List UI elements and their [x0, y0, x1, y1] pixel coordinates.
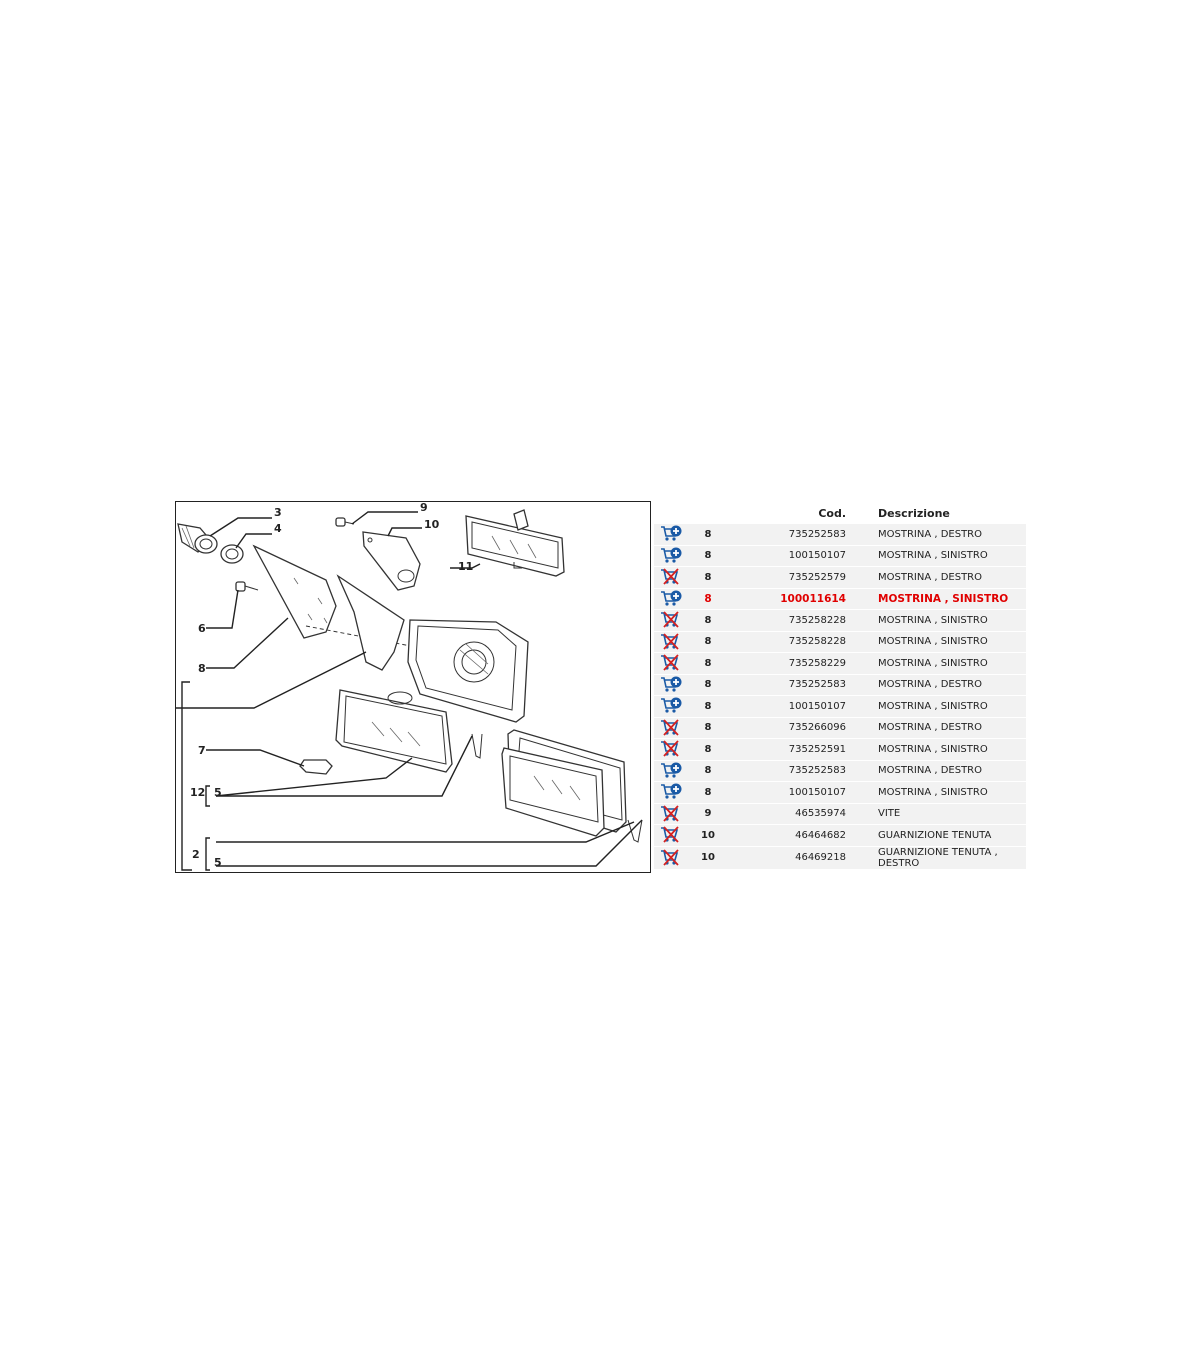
row-code: 735258228 [728, 632, 864, 653]
table-row [654, 761, 1026, 782]
row-ref: 8 [688, 675, 728, 696]
header-cod: Cod. [818, 506, 846, 520]
table-row [654, 567, 1026, 588]
part-pad-7 [300, 760, 332, 774]
row-description: MOSTRINA , SINISTRO [864, 632, 1026, 653]
row-description: MOSTRINA , DESTRO [864, 718, 1026, 739]
row-ref: 8 [688, 546, 728, 567]
row-code: 46535974 [728, 804, 864, 825]
callout-7: 7 [198, 744, 206, 757]
cart-unavailable-icon[interactable] [660, 826, 682, 844]
cart-add-icon[interactable] [660, 590, 682, 608]
row-description: MOSTRINA , DESTRO [864, 761, 1026, 782]
row-ref: 8 [688, 782, 728, 803]
table-row [654, 610, 1026, 631]
table-row [654, 825, 1026, 846]
row-ref: 8 [688, 567, 728, 588]
cart-unavailable-icon[interactable] [660, 568, 682, 586]
row-code: 735252579 [728, 567, 864, 588]
cart-unavailable-icon[interactable] [660, 611, 682, 629]
row-ref: 8 [688, 524, 728, 545]
callout-12: 12 [190, 786, 206, 799]
cart-add-icon[interactable] [660, 783, 682, 801]
row-ref: 8 [688, 632, 728, 653]
callout-4: 4 [274, 522, 282, 535]
header-icon [654, 503, 688, 523]
parts-table [654, 502, 1026, 870]
callout-10: 10 [424, 518, 440, 531]
row-ref: 8 [688, 739, 728, 760]
part-interior-mirror-11 [466, 510, 564, 576]
row-ref: 10 [688, 825, 728, 846]
row-code: 46464682 [728, 825, 864, 846]
row-description: MOSTRINA , SINISTRO [864, 696, 1026, 717]
row-ref: 8 [688, 653, 728, 674]
table-row [654, 675, 1026, 696]
cart-unavailable-icon[interactable] [660, 740, 682, 758]
row-ref: 8 [688, 696, 728, 717]
header-descrizione: Descrizione [878, 506, 950, 520]
cart-add-icon[interactable] [660, 547, 682, 565]
row-description: MOSTRINA , DESTRO [864, 567, 1026, 588]
table-row [654, 632, 1026, 653]
parts-list [654, 502, 1026, 870]
cart-unavailable-icon[interactable] [660, 633, 682, 651]
table-row [654, 847, 1026, 869]
part-mirror-glass-assembly [502, 730, 642, 842]
row-description: GUARNIZIONE TENUTA , DESTRO [864, 847, 1026, 869]
callout-5b: 5 [214, 856, 222, 869]
row-description: MOSTRINA , DESTRO [864, 675, 1026, 696]
row-description: VITE [864, 804, 1026, 825]
row-code: 735252583 [728, 524, 864, 545]
row-ref: 9 [688, 804, 728, 825]
row-code: 735258229 [728, 653, 864, 674]
table-row [654, 782, 1026, 803]
row-description: GUARNIZIONE TENUTA [864, 825, 1026, 846]
table-row-highlighted [654, 589, 1026, 610]
row-ref: 10 [688, 847, 728, 869]
callout-11: 11 [458, 560, 474, 573]
cart-unavailable-icon[interactable] [660, 805, 682, 823]
row-ref: 8 [688, 589, 728, 610]
part-clip [221, 545, 243, 563]
part-bolt-6 [236, 582, 258, 591]
row-code: 735266096 [728, 718, 864, 739]
part-mirror-glass [336, 690, 452, 772]
cart-unavailable-icon[interactable] [660, 654, 682, 672]
row-description: MOSTRINA , SINISTRO [864, 653, 1026, 674]
callout-5a: 5 [214, 786, 222, 799]
cart-unavailable-icon[interactable] [660, 719, 682, 737]
row-description: MOSTRINA , SINISTRO [864, 589, 1026, 610]
cart-add-icon[interactable] [660, 697, 682, 715]
exploded-parts-diagram [175, 501, 651, 873]
cart-add-icon[interactable] [660, 762, 682, 780]
row-code: 100150107 [728, 782, 864, 803]
mirror-assembly-drawing [176, 502, 652, 874]
row-description: MOSTRINA , DESTRO [864, 524, 1026, 545]
part-gasket-10 [363, 532, 420, 590]
callout-6: 6 [198, 622, 206, 635]
table-row [654, 546, 1026, 567]
table-row [654, 804, 1026, 825]
part-boot [178, 524, 217, 553]
row-code: 100011614 [728, 589, 864, 610]
row-description: MOSTRINA , SINISTRO [864, 782, 1026, 803]
cart-add-icon[interactable] [660, 676, 682, 694]
row-code: 735252591 [728, 739, 864, 760]
callout-9: 9 [420, 502, 428, 514]
part-spring-clip [472, 734, 482, 758]
row-description: MOSTRINA , SINISTRO [864, 610, 1026, 631]
callout-3: 3 [274, 506, 282, 519]
header-ref [688, 503, 728, 523]
row-ref: 8 [688, 610, 728, 631]
cart-unavailable-icon[interactable] [660, 849, 682, 867]
row-code: 735258228 [728, 610, 864, 631]
row-code: 100150107 [728, 546, 864, 567]
table-row [654, 739, 1026, 760]
row-code: 735252583 [728, 761, 864, 782]
row-ref: 8 [688, 761, 728, 782]
table-header-row [654, 503, 1026, 523]
row-description: MOSTRINA , SINISTRO [864, 739, 1026, 760]
part-screw-9 [336, 518, 354, 526]
row-ref: 8 [688, 718, 728, 739]
table-row [654, 696, 1026, 717]
row-code: 735252583 [728, 675, 864, 696]
table-row [654, 524, 1026, 545]
row-code: 100150107 [728, 696, 864, 717]
table-row [654, 653, 1026, 674]
cart-add-icon[interactable] [660, 525, 682, 543]
row-code: 46469218 [728, 847, 864, 869]
callout-8: 8 [198, 662, 206, 675]
table-row [654, 718, 1026, 739]
row-description: MOSTRINA , SINISTRO [864, 546, 1026, 567]
callout-2: 2 [192, 848, 200, 861]
